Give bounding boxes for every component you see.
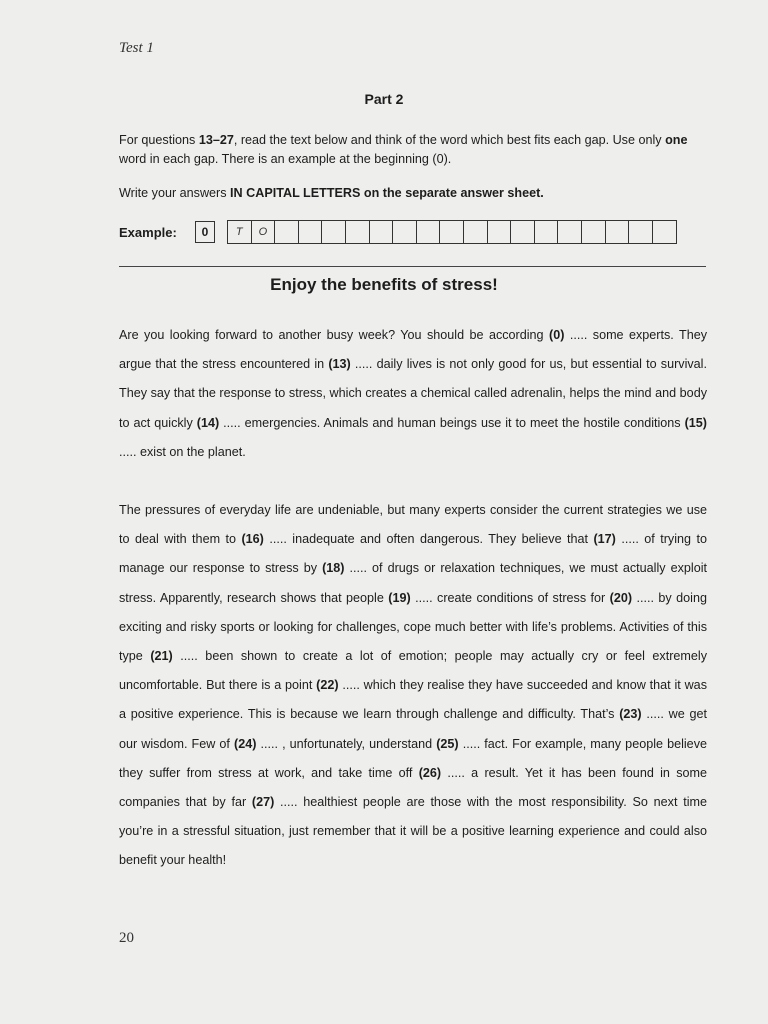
text-run: ..... , unfortunately, understand [256, 736, 437, 751]
text-run: Write your answers [119, 186, 231, 200]
example-row [119, 219, 677, 245]
page-number: 20 [119, 930, 134, 946]
answer-cell [606, 221, 630, 243]
article-title: Enjoy the benefits of stress! [270, 275, 498, 294]
text-run: Are you looking forward to another busy week? You should be according [119, 328, 549, 342]
text-run: ..... daily lives is not only good for us, but essential to survival. They say that the response to stress, which creates a chemical called adrenalin, helps the mind and body to act quickly [119, 357, 707, 430]
text-run: ..... which they realise they have succeeded and know that it was a positive experience. This is because we learn through challenge and difficulty. That’s [119, 678, 707, 722]
answer-cell [440, 221, 464, 243]
bold-text: (23) [619, 707, 642, 722]
running-head: Test 1 [119, 40, 154, 56]
bold-text: IN CAPITAL LETTERS on the separate answer sheet. [230, 186, 544, 200]
text-run: ..... of drugs or relaxation techniques, we must actually exploit stress. Apparently, research shows that people [119, 561, 708, 605]
bold-text: (25) [436, 736, 459, 751]
text-run: For questions [119, 133, 199, 147]
text-run: ..... by doing exciting and risky sports or looking for challenges, cope much better with life’s problems. Activities of this type [119, 590, 707, 664]
bold-text: one [665, 133, 688, 147]
instructions-line-1 [119, 131, 689, 169]
bold-text: (21) [150, 649, 173, 664]
example-question-number: 0 [195, 221, 215, 243]
answer-cell [464, 221, 488, 243]
text-run: ..... a result. Yet it has been found in some companies that by far [119, 765, 707, 810]
text-run: ..... exist on the planet. [119, 444, 246, 459]
bold-text: (17) [593, 532, 616, 547]
text-run: ..... inadequate and often dangerous. They believe that [263, 532, 594, 547]
answer-cell [488, 221, 512, 243]
answer-cell [370, 221, 394, 243]
answer-cell [393, 221, 417, 243]
bold-text: (27) [251, 795, 275, 810]
answer-cell [322, 221, 346, 243]
bold-text: (19) [388, 590, 411, 605]
text-run: word in each gap. There is an example at the beginning (0). [119, 152, 452, 166]
divider-rule [119, 266, 706, 267]
bold-text: 13–27 [198, 133, 234, 147]
answer-cell [582, 221, 606, 243]
bold-text: (15) [684, 415, 708, 430]
bold-text: (0) [549, 328, 565, 342]
bold-text: (26) [418, 765, 442, 780]
bold-text: (16) [241, 532, 264, 547]
bold-text: (18) [322, 561, 345, 576]
text-run: , read the text below and think of the word which best fits each gap. Use only [233, 133, 666, 147]
article-paragraph-2 [119, 496, 707, 876]
text-run: ..... healthiest people are those with the most responsibility. So next time you’re in a stressful situation, just remember that it will be a positive learning experience and could also benefit your health! [119, 795, 707, 868]
answer-cell [417, 221, 441, 243]
bold-text: (20) [609, 590, 633, 605]
answer-cell [629, 221, 653, 243]
article-paragraph-1 [119, 321, 707, 467]
part-title: Part 2 [364, 91, 404, 107]
text-run: ..... we get our wisdom. Few of [119, 707, 707, 751]
answer-cell: T [228, 221, 252, 243]
answer-cell [558, 221, 582, 243]
example-label: Example: [119, 224, 177, 240]
text-run: The pressures of everyday life are undeniable, but many experts consider the current strategies we use to deal with them to [119, 503, 707, 547]
text-run: ..... some experts. They argue that the stress encountered in [119, 328, 708, 372]
answer-cell [299, 221, 323, 243]
answer-cell [511, 221, 535, 243]
bold-text: (24) [234, 736, 257, 751]
bold-text: (14) [196, 415, 220, 430]
answer-grid [227, 220, 677, 244]
bold-text: (13) [328, 357, 351, 372]
text-run: ..... of trying to manage our response to stress by [119, 532, 707, 576]
answer-cell [535, 221, 559, 243]
answer-cell [346, 221, 370, 243]
instructions-line-2 [119, 184, 689, 203]
bold-text: (22) [316, 678, 339, 693]
text-run: ..... create conditions of stress for [410, 590, 610, 605]
answer-cell: O [252, 221, 276, 243]
text-run: ..... emergencies. Animals and human beings use it to meet the hostile conditions [219, 415, 685, 430]
answer-cell [653, 221, 677, 243]
text-run: ..... fact. For example, many people believe they suffer from stress at work, and take time off [119, 736, 707, 780]
answer-cell [275, 221, 299, 243]
text-run: ..... been shown to create a lot of emotion; people may actually cry or feel extremely uncomfortable. But there is a point [119, 649, 707, 693]
